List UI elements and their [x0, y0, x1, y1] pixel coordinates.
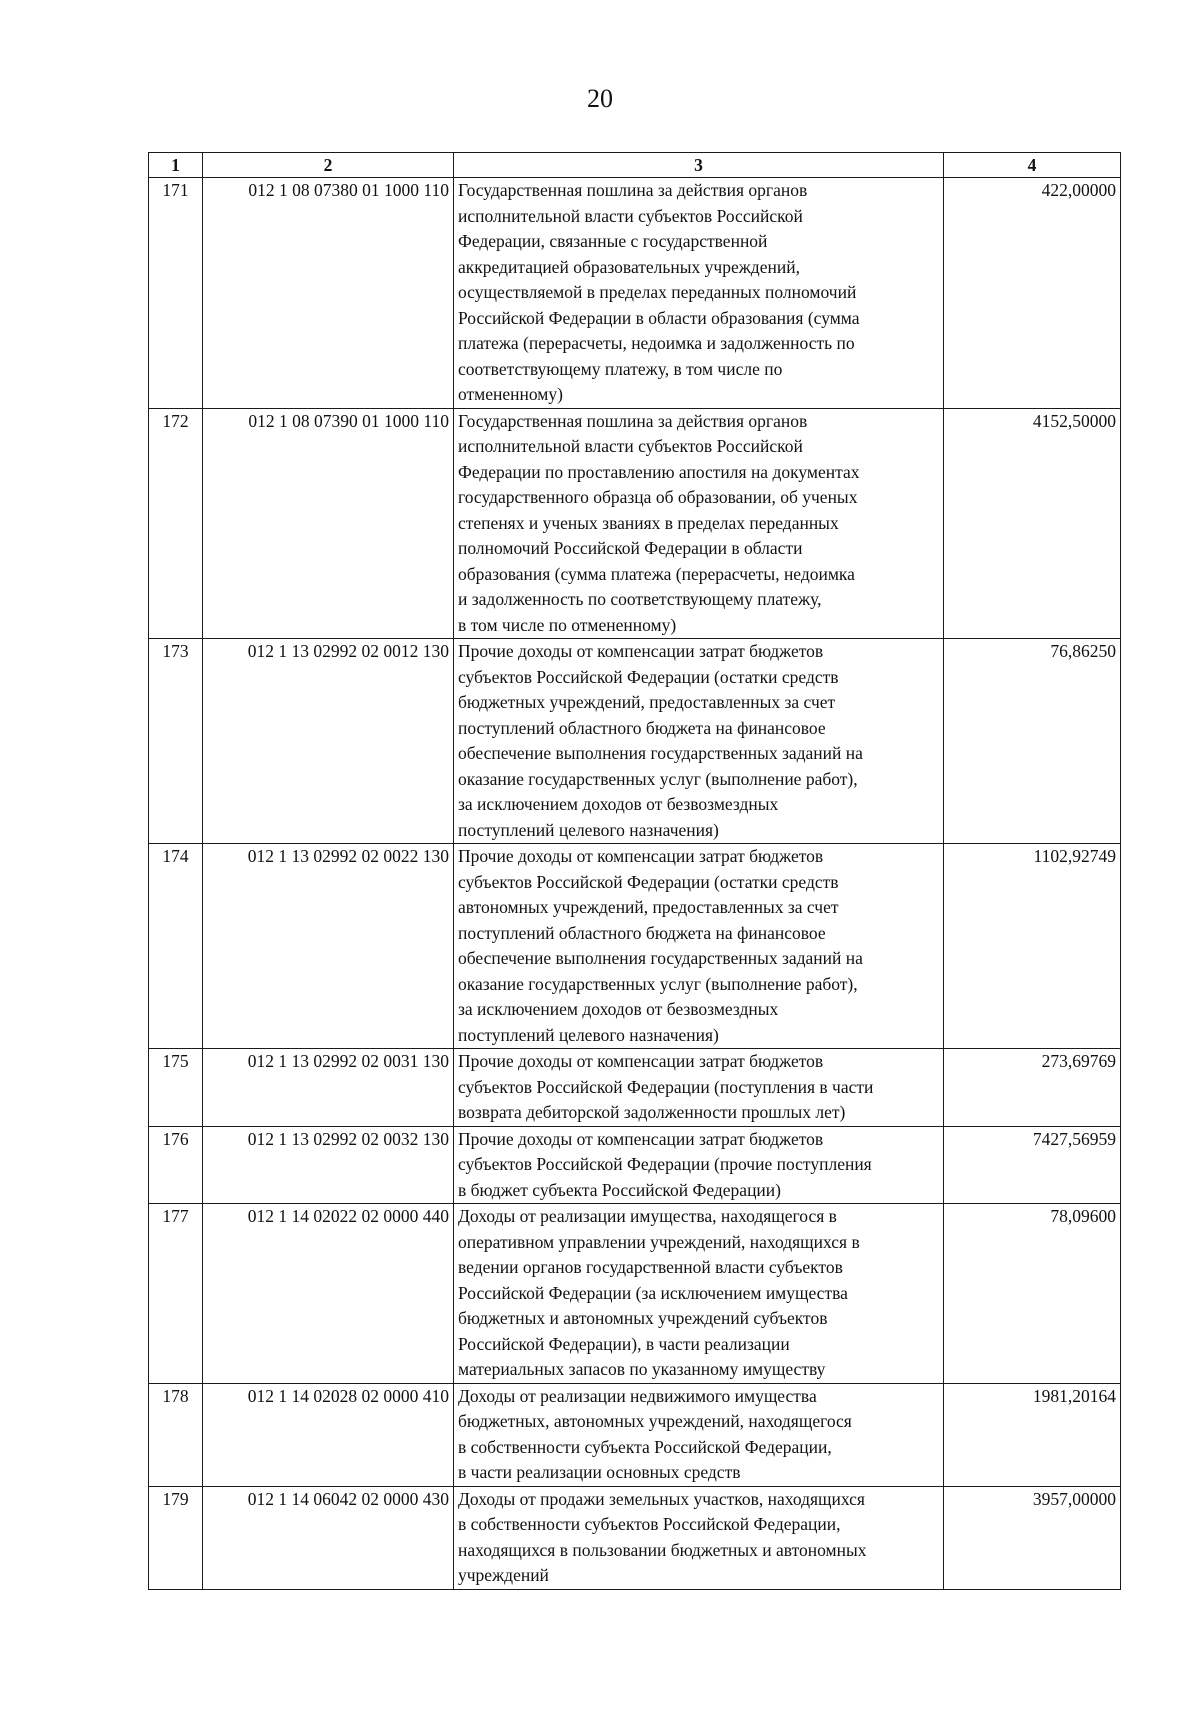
- amount: 1102,92749: [944, 844, 1121, 1049]
- description-line: Государственная пошлина за действия органов: [458, 410, 808, 431]
- description-line: платежа (перерасчеты, недоимка и задолженность по: [458, 333, 855, 353]
- description-line: поступлений областного бюджета на финансовое: [458, 717, 826, 738]
- table-row: [149, 1486, 1121, 1589]
- row-number: 175: [149, 1049, 203, 1127]
- description-line: Прочие доходы от компенсации затрат бюджетов: [458, 1128, 824, 1149]
- description-line: степенях и ученых званиях в пределах переданных: [458, 512, 839, 533]
- income-description: [454, 408, 944, 639]
- amount: 1981,20164: [944, 1383, 1121, 1486]
- description-line: поступлений областного бюджета на финансовое: [458, 922, 826, 943]
- description-line: Российской Федерации (за исключением имущества: [458, 1282, 848, 1303]
- description-line: в бюджет субъекта Российской Федерации): [458, 1179, 781, 1200]
- row-number: 174: [149, 844, 203, 1049]
- description-line: в части реализации основных средств: [458, 1462, 741, 1482]
- description-line: и задолженность по соответствующему платежу,: [458, 589, 822, 609]
- row-number: 171: [149, 178, 203, 409]
- description-line: исполнительной власти субъектов Российской: [458, 205, 803, 226]
- income-description: [454, 1049, 944, 1127]
- page-number: 20: [587, 84, 613, 113]
- description-line: полномочий Российской Федерации в области: [458, 538, 803, 558]
- income-description: [454, 1204, 944, 1384]
- description-line: обеспечение выполнения государственных заданий на: [458, 743, 863, 763]
- row-number: 176: [149, 1126, 203, 1204]
- description-line: бюджетных, автономных учреждений, находящегося: [458, 1411, 852, 1431]
- row-number: 178: [149, 1383, 203, 1486]
- table-row: [149, 844, 1121, 1049]
- income-description: [454, 1486, 944, 1589]
- description-line: аккредитацией образовательных учреждений,: [458, 256, 800, 277]
- description-line: Прочие доходы от компенсации затрат бюджетов: [458, 1051, 824, 1071]
- budget-code: 012 1 13 02992 02 0031 130: [203, 1049, 454, 1127]
- income-description: [454, 178, 944, 409]
- income-description: [454, 844, 944, 1049]
- amount: 4152,50000: [944, 408, 1121, 639]
- description-line: Прочие доходы от компенсации затрат бюджетов: [458, 846, 824, 866]
- description-line: поступлений целевого назначения): [458, 1024, 719, 1045]
- description-line: учреждений: [458, 1565, 549, 1585]
- budget-code: 012 1 13 02992 02 0032 130: [203, 1126, 454, 1204]
- description-line: оперативном управлении учреждений, находящихся в: [458, 1231, 860, 1252]
- description-line: государственного образца об образовании, об ученых: [458, 487, 858, 507]
- amount: 76,86250: [944, 639, 1121, 844]
- description-line: за исключением доходов от безвозмездных: [458, 794, 779, 814]
- budget-code: 012 1 08 07390 01 1000 110: [203, 408, 454, 639]
- description-line: ведении органов государственной власти субъектов: [458, 1257, 843, 1277]
- description-line: Доходы от реализации имущества, находящегося в: [458, 1206, 837, 1226]
- table-row: [149, 639, 1121, 844]
- description-line: субъектов Российской Федерации (остатки средств: [458, 871, 839, 892]
- description-line: обеспечение выполнения государственных заданий на: [458, 948, 863, 968]
- income-description: [454, 1126, 944, 1204]
- income-description: [454, 639, 944, 844]
- amount: 78,09600: [944, 1204, 1121, 1384]
- header-row: [149, 153, 1121, 178]
- header-col-2: 2: [203, 153, 454, 178]
- description-line: находящихся в пользовании бюджетных и автономных: [458, 1539, 867, 1560]
- table-row: [149, 408, 1121, 639]
- description-line: субъектов Российской Федерации (остатки средств: [458, 666, 839, 687]
- description-line: бюджетных и автономных учреждений субъектов: [458, 1308, 828, 1328]
- description-line: Доходы от продажи земельных участков, находящихся: [458, 1488, 865, 1509]
- description-line: бюджетных учреждений, предоставленных за счет: [458, 692, 836, 712]
- amount: 3957,00000: [944, 1486, 1121, 1589]
- description-line: Российской Федерации в области образования (сумма: [458, 307, 860, 328]
- budget-code: 012 1 08 07380 01 1000 110: [203, 178, 454, 409]
- amount: 7427,56959: [944, 1126, 1121, 1204]
- table-row: [149, 1049, 1121, 1127]
- header-col-1: 1: [149, 153, 203, 178]
- budget-code: 012 1 13 02992 02 0012 130: [203, 639, 454, 844]
- budget-code: 012 1 13 02992 02 0022 130: [203, 844, 454, 1049]
- description-line: возврата дебиторской задолженности прошлых лет): [458, 1102, 846, 1122]
- description-line: за исключением доходов от безвозмездных: [458, 999, 779, 1019]
- description-line: Доходы от реализации недвижимого имущества: [458, 1385, 817, 1406]
- budget-code: 012 1 14 06042 02 0000 430: [203, 1486, 454, 1589]
- amount: 273,69769: [944, 1049, 1121, 1127]
- table-row: [149, 178, 1121, 409]
- description-line: оказание государственных услуг (выполнение работ),: [458, 973, 858, 994]
- row-number: 177: [149, 1204, 203, 1384]
- row-number: 172: [149, 408, 203, 639]
- table-row: [149, 1126, 1121, 1204]
- header-col-4: 4: [944, 153, 1121, 178]
- description-line: осуществляемой в пределах переданных полномочий: [458, 282, 857, 302]
- table-row: [149, 1383, 1121, 1486]
- row-number: 173: [149, 639, 203, 844]
- row-number: 179: [149, 1486, 203, 1589]
- amount: 422,00000: [944, 178, 1121, 409]
- description-line: исполнительной власти субъектов Российской: [458, 436, 803, 456]
- income-description: [454, 1383, 944, 1486]
- description-line: Российской Федерации), в части реализации: [458, 1333, 790, 1354]
- description-line: Прочие доходы от компенсации затрат бюджетов: [458, 641, 824, 661]
- description-line: автономных учреждений, предоставленных за счет: [458, 897, 839, 917]
- budget-code: 012 1 14 02028 02 0000 410: [203, 1383, 454, 1486]
- description-line: в собственности субъекта Российской Федерации,: [458, 1436, 832, 1457]
- description-line: в собственности субъектов Российской Федерации,: [458, 1514, 841, 1534]
- budget-code: 012 1 14 02022 02 0000 440: [203, 1204, 454, 1384]
- table-body: [149, 178, 1121, 1590]
- description-line: соответствующему платежу, в том числе по: [458, 358, 783, 379]
- description-line: субъектов Российской Федерации (прочие поступления: [458, 1154, 872, 1174]
- description-line: Федерации, связанные с государственной: [458, 231, 768, 251]
- header-col-3: 3: [454, 153, 944, 178]
- table-row: [149, 1204, 1121, 1384]
- description-line: материальных запасов по указанному имуществу: [458, 1359, 826, 1379]
- description-line: Государственная пошлина за действия органов: [458, 180, 808, 200]
- description-line: в том числе по отмененному): [458, 614, 677, 635]
- description-line: оказание государственных услуг (выполнение работ),: [458, 768, 858, 789]
- description-line: образования (сумма платежа (перерасчеты, недоимка: [458, 563, 855, 584]
- description-line: Федерации по проставлению апостиля на документах: [458, 461, 860, 482]
- description-line: поступлений целевого назначения): [458, 819, 719, 840]
- description-line: субъектов Российской Федерации (поступления в части: [458, 1076, 874, 1097]
- description-line: отмененному): [458, 384, 563, 404]
- revenue-table: [148, 152, 1121, 1590]
